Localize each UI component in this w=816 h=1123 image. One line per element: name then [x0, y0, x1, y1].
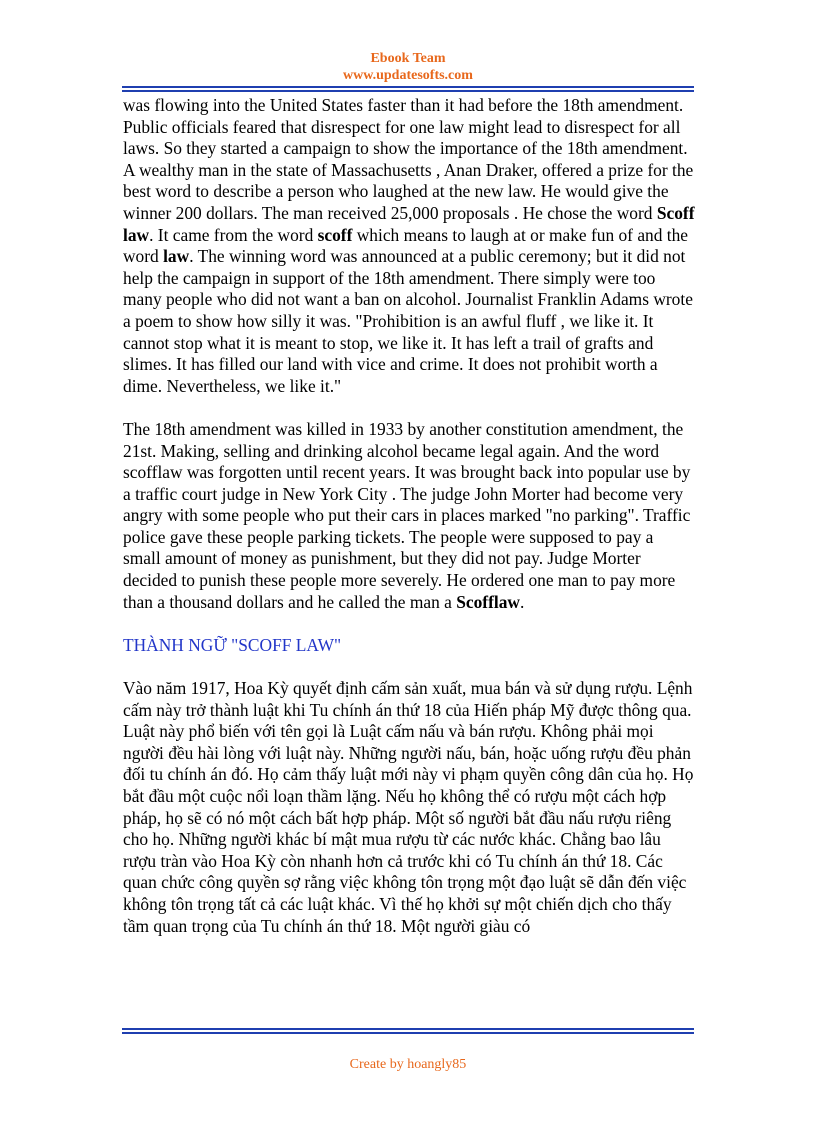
term-law: law — [163, 246, 190, 267]
page-footer: Create by hoangly85 — [349, 1057, 467, 1072]
term-scoff-law: Scoff law — [123, 202, 695, 245]
header-divider — [122, 86, 694, 92]
page-body — [123, 95, 695, 937]
header-team-name: Ebook Team — [370, 51, 446, 66]
page-header — [0, 50, 816, 84]
term-scoff: scoff — [317, 224, 353, 245]
header-website: www.updatesofts.com — [343, 68, 473, 83]
section-heading: THÀNH NGỮ "SCOFF LAW" — [123, 634, 342, 655]
paragraph-scofflaw-origin: was flowing into the United States faster than it had before the 18th amendment. Public officials feared that disrespect for one law might lead to disrespect for all laws. So they started a campaign to show the importance of the 18th amendment. A wealthy man in the state of Massachusetts , Anan Draker, offered a prize for the best word to describe a person who laughed at the new law. He would give the winner 200 dollars. The man received 25,000 proposals . He chose the word Scoff law. It came from the word scoff which means to laugh at or make fun of and the word law. The winning word was announced at a public ceremony; but it did not help the campaign in support of the 18th amendment. There simply were too many people who did not want a ban on alcohol. Journalist Franklin Adams wrote a poem to show how silly it was. "Prohibition is an awful fluff , we like it. It cannot stop what it is meant to stop, we like it. It has left a trail of grafts and slimes. It has filled our land with vice and crime. It does not prohibit worth a dime. Nevertheless, we like it." — [123, 95, 695, 396]
paragraph-vietnamese: Vào năm 1917, Hoa Kỳ quyết định cấm sản xuất, mua bán và sử dụng rượu. Lệnh cấm này trở thành luật khi Tu chính án thứ 18 của Hiến pháp Mỹ được thông qua. Luật này phổ biến với tên gọi là Luật cấm nấu và bán rượu. Không phải mọi người đều hài lòng với luật này. Những người nấu, bán, hoặc uống rượu đều phản đối tu chính án đó. Họ cảm thấy luật mới này vi phạm quyền công dân của họ. Họ bắt đầu một cuộc nổi loạn thầm lặng. Nếu họ không thể có rượu một cách hợp pháp, họ sẽ có nó một cách bất hợp pháp. Một số người bắt đầu nấu rượu riêng cho họ. Những người khác bí mật mua rượu từ các nước khác. Chẳng bao lâu rượu tràn vào Hoa Kỳ còn nhanh hơn cả trước khi có Tu chính án thứ 18. Các quan chức công quyền sợ rằng việc không tôn trọng một đạo luật sẽ dẫn đến việc không tôn trọng tất cả các luật khác. Vì thế họ khởi sự một chiến dịch cho thấy tầm quan trọng của Tu chính án thứ 18. Một người giàu có — [123, 678, 694, 936]
term-scofflaw: Scofflaw — [456, 591, 520, 612]
footer-divider — [122, 1028, 694, 1034]
paragraph-21st-amendment: The 18th amendment was killed in 1933 by another constitution amendment, the 21st. Making, selling and drinking alcohol became legal again. And the word scofflaw was forgotten until recent years. It was brought back into popular use by a traffic court judge in New York City . The judge John Morter had become very angry with some people who put their cars in places marked "no parking". Traffic police gave these people parking tickets. The people were supposed to pay a small amount of money as punishment, but they did not pay. Judge Morter decided to punish these people more severely. He ordered one man to pay more than a thousand dollars and he called the man a Scofflaw. — [123, 418, 691, 612]
